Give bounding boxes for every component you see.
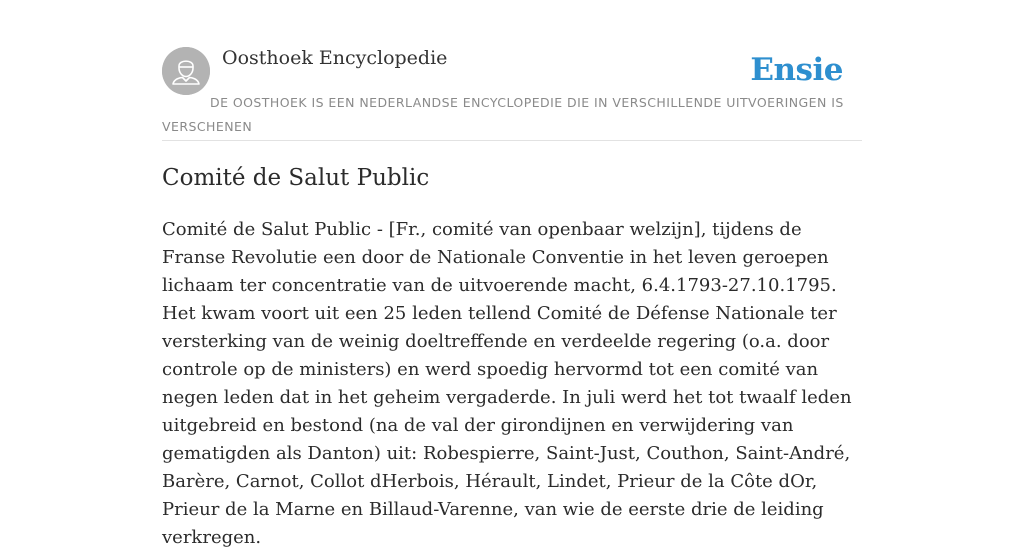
article-body: Comité de Salut Public - [Fr., comité van openbaar welzijn], tijdens de Franse Revolutie een door de Nationale Conventie in het leven geroepen lichaam ter concentratie van de uitvoerende macht, 6.4.1793-27.10.1795. Het kwam voort uit een 25 leden tellend Comité de Défense Nationale ter versterking van de weinig doeltreffende en verdeelde regering (o.a. door controle op de ministers) en werd spoedig hervormd tot een comité van negen leden dat in het geheim vergaderde. In juli werd het tot twaalf leden uitgebreid en bestond (na de val der girondijnen en verwijdering van gematigden als Danton) uit: Robespierre, Saint-Just, Couthon, Saint-André, Barère, Carnot, Collot dHerbois, Hérault, Lindet, Prieur de la Côte dOr, Prieur de la Marne en Billaud-Varenne, van wie de eerste drie de leiding verkregen.: [162, 219, 852, 548]
source-tagline: DE OOSTHOEK IS EEN NEDERLANDSE ENCYCLOPEDIE DIE IN VERSCHILLENDE UITVOERINGEN IS VERSCHENEN: [162, 95, 844, 134]
user-silhouette-icon[interactable]: [162, 47, 210, 95]
article-title: Comité de Salut Public: [162, 165, 430, 191]
source-header: [162, 46, 862, 141]
source-name-link[interactable]: Oosthoek Encyclopedie: [222, 47, 448, 69]
ensie-logo[interactable]: Ensie: [750, 52, 843, 88]
